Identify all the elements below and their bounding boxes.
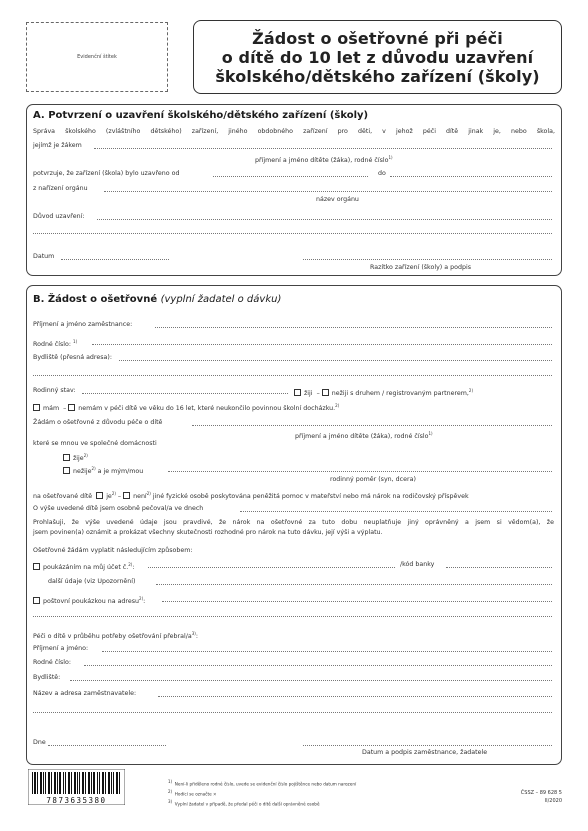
- not-lives-child-checkbox[interactable]: [63, 467, 70, 474]
- birth2-field[interactable]: [84, 665, 552, 666]
- personal-care-label: O výše uvedené dítě jsem osobně pečoval/a ve dnech: [33, 505, 204, 512]
- footnote-2: $^{2)}$ Hodící se označte ×: [168, 789, 217, 797]
- not-have-checkbox[interactable]: [68, 404, 75, 411]
- declaration-line-2: jsem povinen(a) oznámit a prokázat všechny skutečnosti rozhodné pro nárok na tuto dávku, její výši a výplatu.: [33, 529, 383, 536]
- other-data-field[interactable]: [156, 584, 552, 585]
- employer-field-2[interactable]: [33, 712, 552, 713]
- name2-label: Příjmení a jméno:: [33, 645, 89, 652]
- birth-number-label: Rodné číslo: $^{1)}$: [33, 339, 78, 349]
- school-name-field[interactable]: [94, 148, 552, 149]
- relation-field[interactable]: [168, 471, 552, 472]
- date-label-b: Dne: [33, 739, 46, 746]
- closed-from-field[interactable]: [213, 176, 368, 177]
- section-a-intro-2: jejímž je žákem: [33, 142, 82, 149]
- postal-checkbox[interactable]: [33, 597, 40, 604]
- date-field-b[interactable]: [48, 745, 166, 746]
- section-b-heading: B. Žádost o ošetřovné (vyplní žadatel o dávku): [33, 294, 282, 305]
- payment-label: Ošetřovné žádám vyplatit následujícím způsobem:: [33, 547, 193, 554]
- to-label: do: [378, 170, 386, 177]
- section-a-intro-1: Správa školského (zvláštního dětského) zařízení, jiného obdobného zařízení pro děti, v jehož péči dítě jinak je, nebo škola,: [33, 128, 555, 135]
- takeover-label: Péči o dítě v průběhu potřeby ošetřování přebral/$a^{3)}$:: [33, 631, 198, 641]
- have-option[interactable]: mám – nemám v péči dítě ve věku do 16 let, které neukončilo povinnou školní docházku.$^{2)}$: [33, 401, 339, 413]
- birth2-label: Rodné číslo:: [33, 659, 72, 666]
- lives-checkbox[interactable]: [294, 389, 301, 396]
- marital-label: Rodinný stav:: [33, 387, 76, 394]
- name2-field[interactable]: [102, 651, 552, 652]
- stamp-caption: Razítko zařízení (školy) a podpis: [370, 264, 471, 271]
- relation-caption: rodinný poměr (syn, dcera): [330, 476, 416, 483]
- reason-label: Důvod uzavření:: [33, 213, 85, 220]
- employee-signature-field[interactable]: [303, 745, 552, 746]
- authority-caption: název orgánu: [316, 196, 359, 203]
- child-name-field[interactable]: [192, 425, 552, 426]
- employer-label: Název a adresa zaměstnavatele:: [33, 690, 137, 697]
- confirm-label: potvrzuje, že zařízení (škola) bylo uzavřeno od: [33, 170, 180, 177]
- reason-field-2[interactable]: [33, 233, 552, 234]
- address-label: Bydliště (přesná adresa):: [33, 354, 112, 361]
- not-lives-child-option[interactable]: nežije$^{2)}$ a je mým/mou: [63, 464, 143, 476]
- address2-label: Bydliště:: [33, 674, 61, 681]
- employee-name-field[interactable]: [155, 327, 552, 328]
- bank-code-field[interactable]: [446, 567, 552, 568]
- title-line-2: o dítě do 10 let z důvodu uzavření: [221, 47, 534, 67]
- postal-address-field-2[interactable]: [33, 616, 552, 617]
- section-a-heading: A. Potvrzení o uzavření školského/dětského zařízení (školy): [33, 110, 369, 121]
- sign-caption: Datum a podpis zaměstnance, žadatele: [362, 749, 488, 756]
- household-label: které se mnou ve společné domácnosti: [33, 440, 157, 447]
- declaration-line-1: Prohlašuji, že výše uvedené údaje jsou pravdivé, že nárok na ošetřovné za tuto dobu neuplatňuje jiný oprávněný a jsem si vědom(a), že: [33, 519, 554, 526]
- stamp-label: Evidenční štítek: [77, 54, 117, 60]
- order-label: z nařízení orgánu: [33, 185, 88, 192]
- birth-number-field[interactable]: [92, 344, 552, 345]
- authority-field[interactable]: [104, 191, 552, 192]
- bank-code-label: /kód banky: [400, 561, 435, 568]
- registration-stamp-box: [26, 22, 168, 92]
- form-code: ČSSZ – 89 628 5: [520, 790, 562, 796]
- marital-field[interactable]: [82, 393, 288, 394]
- postal-option[interactable]: poštovní poukázkou na adresu$^{2)}$:: [33, 594, 145, 606]
- form-version: II/2020: [544, 798, 562, 804]
- form-title-box: [193, 20, 562, 94]
- lives-option[interactable]: žiji – nežiji s druhem / registrovaným partnerem,$^{2)}$: [294, 386, 473, 398]
- lives-child-checkbox[interactable]: [63, 454, 70, 461]
- footnote-3: $^{3)}$ Vyplní žadatel v případě, že předal péči o dítě další oprávněné osobě: [168, 799, 320, 807]
- care-benefit-line: na ošetřované dítě $je^{2)}$ – není$^{2)}$ jiné fyzické osobě poskytována peněžitá pomoc v mateřství nebo má nárok na rodičovský příspěvek: [33, 491, 469, 501]
- have-checkbox[interactable]: [33, 404, 40, 411]
- title-line-3: školského/dětského zařízení (školy): [215, 66, 540, 86]
- barcode-number: 7873635380: [46, 796, 107, 805]
- stamp-signature-field[interactable]: [303, 259, 552, 260]
- employer-field[interactable]: [158, 696, 552, 697]
- other-data-label: další údaje (viz Upozornění): [48, 578, 136, 585]
- account-checkbox[interactable]: [33, 563, 40, 570]
- date-label-a: Datum: [33, 253, 55, 260]
- care-yes-checkbox[interactable]: [96, 492, 103, 499]
- child-caption-b: příjmení a jméno dítěte (žáka), rodné číslo$^{1)}$: [295, 431, 433, 441]
- request-label: Žádám o ošetřovné z důvodu péče o dítě: [33, 419, 163, 426]
- not-lives-checkbox[interactable]: [322, 389, 329, 396]
- child-caption-a: příjmení a jméno dítěte (žáka), rodné číslo$^{1)}$: [255, 155, 393, 165]
- care-days-field[interactable]: [240, 511, 552, 512]
- address2-field[interactable]: [70, 680, 552, 681]
- footnote-1: $^{1)}$ Není-li přiděleno rodné číslo, uvede se evidenční číslo pojištěnce nebo datum narození: [168, 779, 357, 787]
- title-line-1: Žádost o ošetřovné při péči: [252, 28, 503, 48]
- employee-name-label: Příjmení a jméno zaměstnance:: [33, 321, 133, 328]
- date-field-a[interactable]: [61, 259, 169, 260]
- closed-to-field[interactable]: [390, 176, 552, 177]
- postal-address-field[interactable]: [162, 601, 552, 602]
- account-number-field[interactable]: [148, 567, 395, 568]
- lives-child-option[interactable]: žije$^{2)}$: [63, 451, 88, 463]
- address-field-2[interactable]: [33, 375, 552, 376]
- address-field[interactable]: [119, 360, 552, 361]
- reason-field[interactable]: [97, 219, 552, 220]
- account-option[interactable]: poukázáním na můj účet č.$^{2)}$:: [33, 560, 135, 572]
- care-no-checkbox[interactable]: [123, 492, 130, 499]
